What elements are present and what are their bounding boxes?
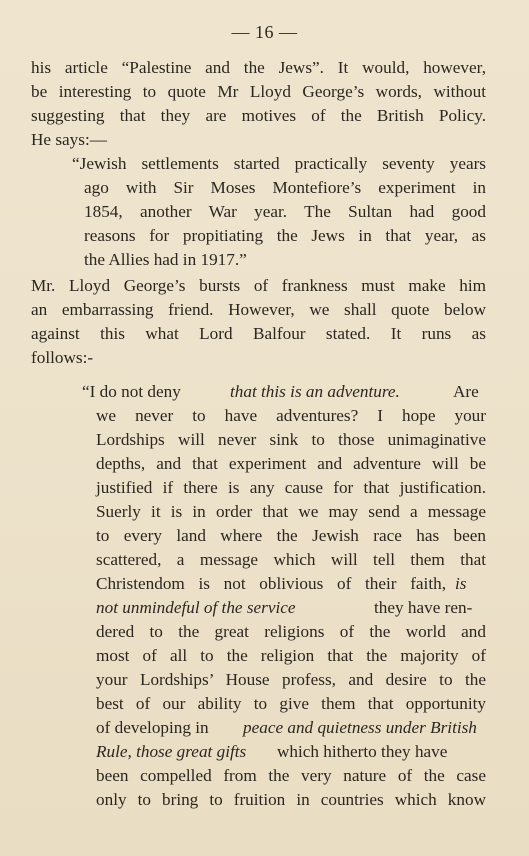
quote-line: scattered, a message which will tell them that — [96, 550, 486, 569]
text-line: an embarrassing friend. However, we shall quote below — [31, 300, 486, 319]
text-line: He says:— — [31, 130, 107, 149]
quote-line: most of all to the religion that the majority of — [96, 646, 486, 665]
quote-italic-phrase: that this is an adventure. — [230, 382, 400, 401]
quote-line: only to bring to fruition in countries which know — [96, 790, 486, 809]
text-line: against this what Lord Balfour stated. It runs as — [31, 324, 486, 343]
quote-line: to every land where the Jewish race has been — [96, 526, 486, 545]
quote-line: Christendom is not oblivious of their faith, — [96, 574, 446, 593]
quote-line: depths, and that experiment and adventure will be — [96, 454, 486, 473]
quote-line-start: “I do not deny — [82, 382, 181, 401]
quote-line: best of our ability to give them that opportunity — [96, 694, 486, 713]
quote-line: Lordships will never sink to those unimaginative — [96, 430, 486, 449]
quote-line: your Lordships’ House profess, and desire to the — [96, 670, 486, 689]
quote-line: reasons for propitiating the Jews in that year, as — [84, 226, 486, 245]
quote-line-end: Are — [453, 382, 479, 401]
text-line: his article “Palestine and the Jews”. It would, however, — [31, 58, 486, 77]
quote-line: the Allies had in 1917.” — [84, 250, 247, 269]
quote-line: they have ren- — [374, 598, 473, 617]
quote-line: “Jewish settlements started practically seventy years — [72, 154, 486, 173]
text-line: suggesting that they are motives of the British Policy. — [31, 106, 486, 125]
quote-line: Suerly it is in order that we may send a message — [96, 502, 486, 521]
text-line: be interesting to quote Mr Lloyd George’s words, without — [31, 82, 486, 101]
page-number: — 16 — — [231, 22, 298, 42]
quote-line: ago with Sir Moses Montefiore’s experiment in — [84, 178, 486, 197]
text-line: follows:- — [31, 348, 94, 367]
quote-line: of developing in — [96, 718, 209, 737]
text-line: Mr. Lloyd George’s bursts of frankness must make him — [31, 276, 486, 295]
quote-line: 1854, another War year. The Sultan had good — [84, 202, 486, 221]
quote-line: justified if there is any cause for that justification. — [96, 478, 486, 497]
quote-italic-phrase: Rule, those great gifts — [96, 742, 247, 761]
quote-line: which hitherto they have — [277, 742, 448, 761]
quote-line: been compelled from the very nature of the case — [96, 766, 486, 785]
quote-italic-phrase: is — [455, 574, 467, 593]
quote-line: dered to the great religions of the world and — [96, 622, 486, 641]
quote-line: we never to have adventures? I hope your — [96, 406, 486, 425]
quote-italic-phrase: not unmindeful of the service — [96, 598, 296, 617]
quote-italic-phrase: peace and quietness under British — [243, 718, 477, 737]
